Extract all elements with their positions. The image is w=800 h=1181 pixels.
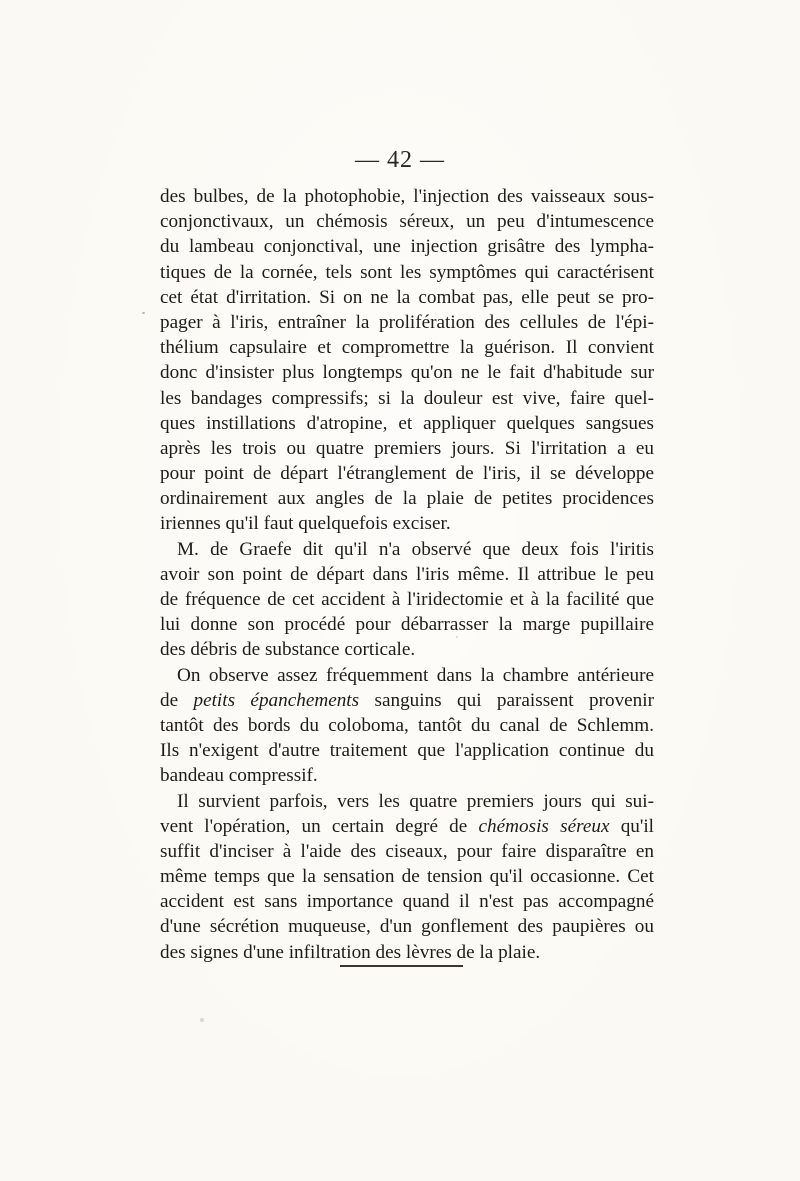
text-line: bandeau compressif.	[160, 765, 318, 787]
italic-term: chémosis séreux	[478, 815, 610, 837]
text-line: Il survient parfois, vers les quatre premiers jours qui sui-	[177, 790, 654, 812]
text-line: donc d'insister plus longtemps qu'on ne le fait d'habitude sur	[160, 362, 654, 384]
body-text	[160, 184, 654, 965]
text-line: lui donne son procédé pour débarrasser la marge pupillaire	[160, 614, 654, 636]
paper-speck	[456, 636, 458, 638]
paper-speck	[142, 312, 145, 314]
italic-term: petits épanchements	[193, 689, 360, 711]
page-number: — 42 —	[355, 147, 445, 173]
text-line: de fréquence de cet accident à l'iridectomie et à la facilité que	[160, 589, 654, 610]
text-line: avoir son point de départ dans l'iris même. Il attribue le peu	[160, 563, 654, 585]
text-line: les bandages compressifs; si la douleur est vive, faire quel-	[160, 387, 654, 409]
section-divider-rule	[340, 965, 463, 967]
text-line: pour point de départ l'étranglement de l'iris, il se développe	[160, 463, 654, 485]
text-line: suffit d'inciser à l'aide des ciseaux, pour faire disparaître en	[160, 840, 654, 862]
text-line: ques instillations d'atropine, et appliquer quelques sangsues	[160, 412, 654, 434]
text-line: d'une sécrétion muqueuse, d'un gonflement des paupières ou	[160, 916, 654, 938]
text-segment: sanguins qui paraissent provenir	[359, 689, 654, 711]
text-line: pager à l'iris, entraîner la prolifération des cellules de l'épi-	[160, 311, 654, 333]
text-line: On observe assez fréquemment dans la chambre antérieure	[177, 664, 654, 686]
text-line: conjonctivaux, un chémosis séreux, un peu d'intumescence	[160, 211, 654, 233]
text-segment: qu'il	[609, 815, 654, 837]
paper-speck	[200, 1018, 204, 1022]
text-line: accident est sans importance quand il n'est pas accompagné	[160, 891, 654, 913]
text-line: cet état d'irritation. Si on ne la combat pas, elle peut se pro-	[160, 286, 654, 308]
text-line	[160, 688, 654, 713]
text-line: tiques de la cornée, tels sont les symptômes qui caractérisent	[160, 261, 654, 283]
text-segment: vent l'opération, un certain degré de	[160, 815, 479, 837]
text-line: thélium capsulaire et compromettre la guérison. Il convient	[160, 337, 654, 359]
text-line: après les trois ou quatre premiers jours. Si l'irritation a eu	[160, 437, 654, 459]
text-line: iriennes qu'il faut quelquefois exciser.	[160, 513, 451, 535]
text-line: des bulbes, de la photophobie, l'injection des vaisseaux sous-	[160, 186, 654, 207]
text-line: ordinairement aux angles de la plaie de petites procidences	[160, 488, 654, 510]
text-line: Ils n'exigent d'autre traitement que l'application continue du	[160, 740, 654, 762]
text-line: M. de Graefe dit qu'il n'a observé que deux fois l'iritis	[177, 538, 654, 560]
text-line: des débris de substance corticale.	[160, 639, 416, 661]
text-segment: de	[160, 689, 194, 711]
text-line: du lambeau conjonctival, une injection grisâtre des lympha-	[160, 236, 654, 258]
text-line: tantôt des bords du coloboma, tantôt du canal de Schlemm.	[160, 714, 654, 736]
text-line: des signes d'une infiltration des lèvres de la plaie.	[160, 941, 541, 963]
text-line	[160, 814, 654, 839]
text-line: même temps que la sensation de tension qu'il occasionne. Cet	[160, 866, 654, 888]
